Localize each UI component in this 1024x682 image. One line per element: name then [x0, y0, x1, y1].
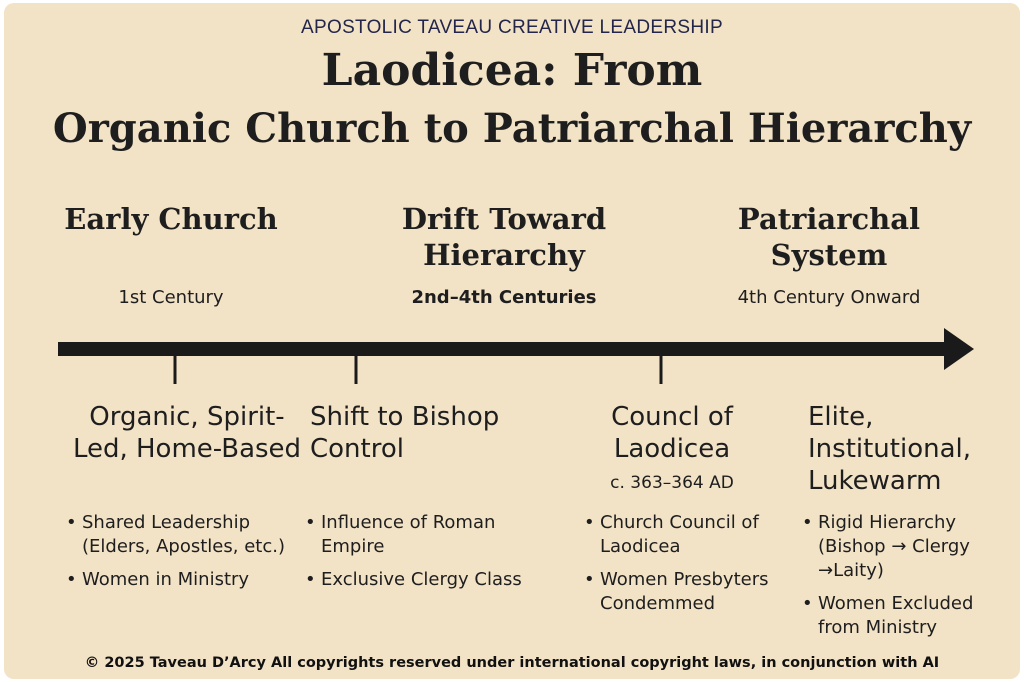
- list-item: • Women Presbyters Condemmed: [584, 568, 774, 616]
- era-patriarchal-title: Patriarchal System: [737, 202, 921, 272]
- stage-bishop-bullets: [305, 511, 550, 601]
- era-patriarchal-period: 4th Century Onward: [737, 287, 921, 308]
- list-item: • Women Excluded from Ministry: [802, 592, 1002, 640]
- title-line-1: Laodicea: From: [321, 45, 703, 96]
- stage-bishop-title: Shift to Bishop Control: [310, 402, 500, 464]
- list-item: • Exclusive Clergy Class: [305, 568, 550, 592]
- era-drift-title: Drift Toward Hierarchy: [401, 202, 607, 272]
- list-item: • Shared Leadership (Elders, Apostles, etc.): [66, 511, 296, 559]
- brand-header: APOSTOLIC TAVEAU CREATIVE LEADERSHIP: [301, 17, 723, 38]
- title-line-2: Organic Church to Patriarchal Hierarchy: [52, 105, 972, 152]
- list-item: • Rigid Hierarchy (Bishop → Clergy →Laity): [802, 511, 1002, 583]
- timeline-arrowhead: [944, 328, 974, 370]
- stage-council-date: c. 363–364 AD: [610, 473, 734, 493]
- stage-organic-title: Organic, Spirit-Led, Home-Based: [72, 402, 302, 464]
- era-early-church-period: 1st Century: [118, 287, 224, 308]
- stage-council-title: Councl of Laodicea: [611, 402, 733, 464]
- stage-council-bullets: [584, 511, 774, 625]
- era-early-church-title: Early Church: [64, 202, 278, 236]
- copyright-footer: © 2025 Taveau D’Arcy All copyrights reserved under international copyright laws, in conjunction with AI: [84, 655, 940, 671]
- list-item: • Influence of Roman Empire: [305, 511, 550, 559]
- infographic-card: [4, 3, 1020, 679]
- era-drift-period: 2nd–4th Centuries: [411, 287, 597, 308]
- list-item: • Women in Ministry: [66, 568, 296, 592]
- stage-organic-bullets: [66, 511, 296, 601]
- stage-elite-bullets: [802, 511, 1002, 649]
- stage-elite-title: Elite, Institutional, Lukewarm: [808, 402, 972, 496]
- list-item: • Church Council of Laodicea: [584, 511, 774, 559]
